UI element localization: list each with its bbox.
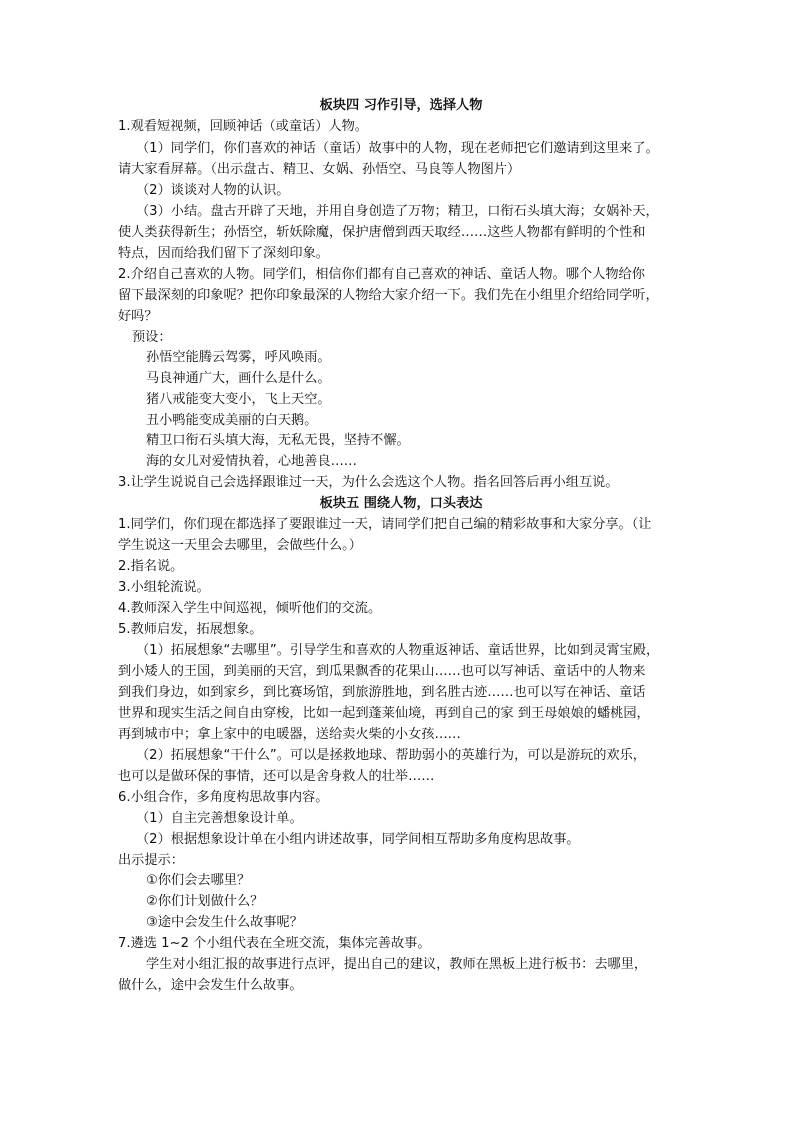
paragraph-line: 2.介绍自己喜欢的人物。同学们，相信你们都有自己喜欢的神话、童话人物。哪个人物给你 — [118, 267, 645, 282]
paragraph-line: （1）拓展想象“去哪里”。引导学生和喜欢的人物重返神话、童话世界，比如到灵霄宝殿， — [136, 643, 660, 658]
paragraph-line: （1）自主完善想象设计单。 — [136, 811, 303, 826]
paragraph-line: 预设： — [132, 330, 172, 345]
paragraph-line: 请大家看屏幕。（出示盘古、精卫、女娲、孙悟空、马良等人物图片） — [118, 162, 521, 177]
preset-line: 精卫口衔石头填大海，无私无畏，坚持不懈。 — [146, 433, 410, 448]
paragraph-line: 1.同学们，你们现在都选择了要跟谁过一天，请同学们把自己编的精彩故事和大家分享。（让 — [118, 517, 652, 532]
paragraph-line: 3.让学生说说自己会选择跟谁过一天，为什么会选这个人物。指名回答后再小组互说。 — [118, 475, 619, 490]
preset-line: 猪八戒能变大变小，飞上天空。 — [146, 392, 331, 407]
paragraph-line: 到小矮人的王国，到美丽的天宫，到瓜果飘香的花果山……也可以写神话、童话中的人物来 — [118, 664, 646, 679]
paragraph-line: （2）拓展想象“干什么”。可以是拯救地球、帮助弱小的英雄行为，可以是游玩的欢乐， — [136, 748, 646, 763]
prompt-item: ①你们会去哪里？ — [146, 873, 251, 888]
paragraph-line: （1）同学们，你们喜欢的神话（童话）故事中的人物，现在老师把它们邀请到这里来了。 — [136, 141, 659, 156]
paragraph-line: 留下最深刻的印象呢？把你印象最深的人物给大家介绍一下。我们先在小组里介绍给同学听， — [118, 288, 659, 303]
paragraph-line: 1.观看短视频，回顾神话（或童话）人物。 — [118, 119, 368, 134]
paragraph-line: 再到城市中；拿上家中的电暖器，送给卖火柴的小女孩…… — [118, 727, 461, 742]
section-heading-block5: 板块五 围绕人物，口头表达 — [319, 496, 483, 511]
paragraph-line: 2.指名说。 — [118, 559, 184, 574]
prompt-item: ③途中会发生什么故事呢？ — [146, 915, 303, 930]
paragraph-line: 世界和现实生活之间自由穿梭，比如一起到蓬莱仙境，再到自己的家 到王母娘娘的蟠桃园， — [118, 706, 650, 721]
paragraph-line: 到我们身边，如到家乡，到比赛场馆，到旅游胜地，到名胜古迹……也可以写在神话、童话 — [118, 685, 646, 700]
paragraph-line: 特点，因而给我们留下了深刻印象。 — [118, 246, 329, 261]
preset-line: 丑小鸭能变成美丽的白天鹅。 — [146, 413, 318, 428]
preset-line: 海的女儿对爱情执着，心地善良…… — [146, 454, 357, 469]
paragraph-line: （2）谈谈对人物的认识。 — [136, 183, 290, 198]
paragraph-line: （2）根据想象设计单在小组内讲述故事，同学间相互帮助多角度构思故事。 — [136, 832, 580, 847]
preset-line: 马良神通广大，画什么是什么。 — [146, 371, 331, 386]
paragraph-line: 学生说这一天里会去哪里，会做些什么。） — [118, 538, 362, 553]
paragraph-line: 做什么，途中会发生什么故事。 — [118, 978, 303, 993]
paragraph-line: （3）小结。盘古开辟了天地，并用自身创造了万物；精卫，口衔石头填大海；女娲补天， — [136, 204, 659, 219]
paragraph-line: 学生对小组汇报的故事进行点评，提出自己的建议，教师在黑板上进行板书：去哪里， — [146, 957, 648, 972]
paragraph-line: 7.遴选 1~2 个小组代表在全班交流，集体完善故事。 — [118, 936, 431, 951]
paragraph-line: 也可以是做环保的事情，还可以是舍身救人的壮举…… — [118, 769, 435, 784]
paragraph-line: 好吗？ — [118, 309, 158, 324]
section-heading-block4: 板块四 习作引导，选择人物 — [319, 98, 483, 113]
paragraph-line: 4.教师深入学生中间巡视，倾听他们的交流。 — [118, 601, 382, 616]
preset-line: 孙悟空能腾云驾雾，呼风唤雨。 — [146, 350, 331, 365]
paragraph-line: 5.教师启发，拓展想象。 — [118, 622, 263, 637]
paragraph-line: 使人类获得新生；孙悟空，斩妖除魔，保护唐僧到西天取经……这些人物都有鲜明的个性和 — [118, 225, 646, 240]
paragraph-line: 3.小组轮流说。 — [118, 580, 210, 595]
paragraph-line: 出示提示： — [118, 853, 184, 868]
paragraph-line: 6.小组合作，多角度构思故事内容。 — [118, 790, 329, 805]
prompt-item: ②你们计划做什么？ — [146, 894, 264, 909]
